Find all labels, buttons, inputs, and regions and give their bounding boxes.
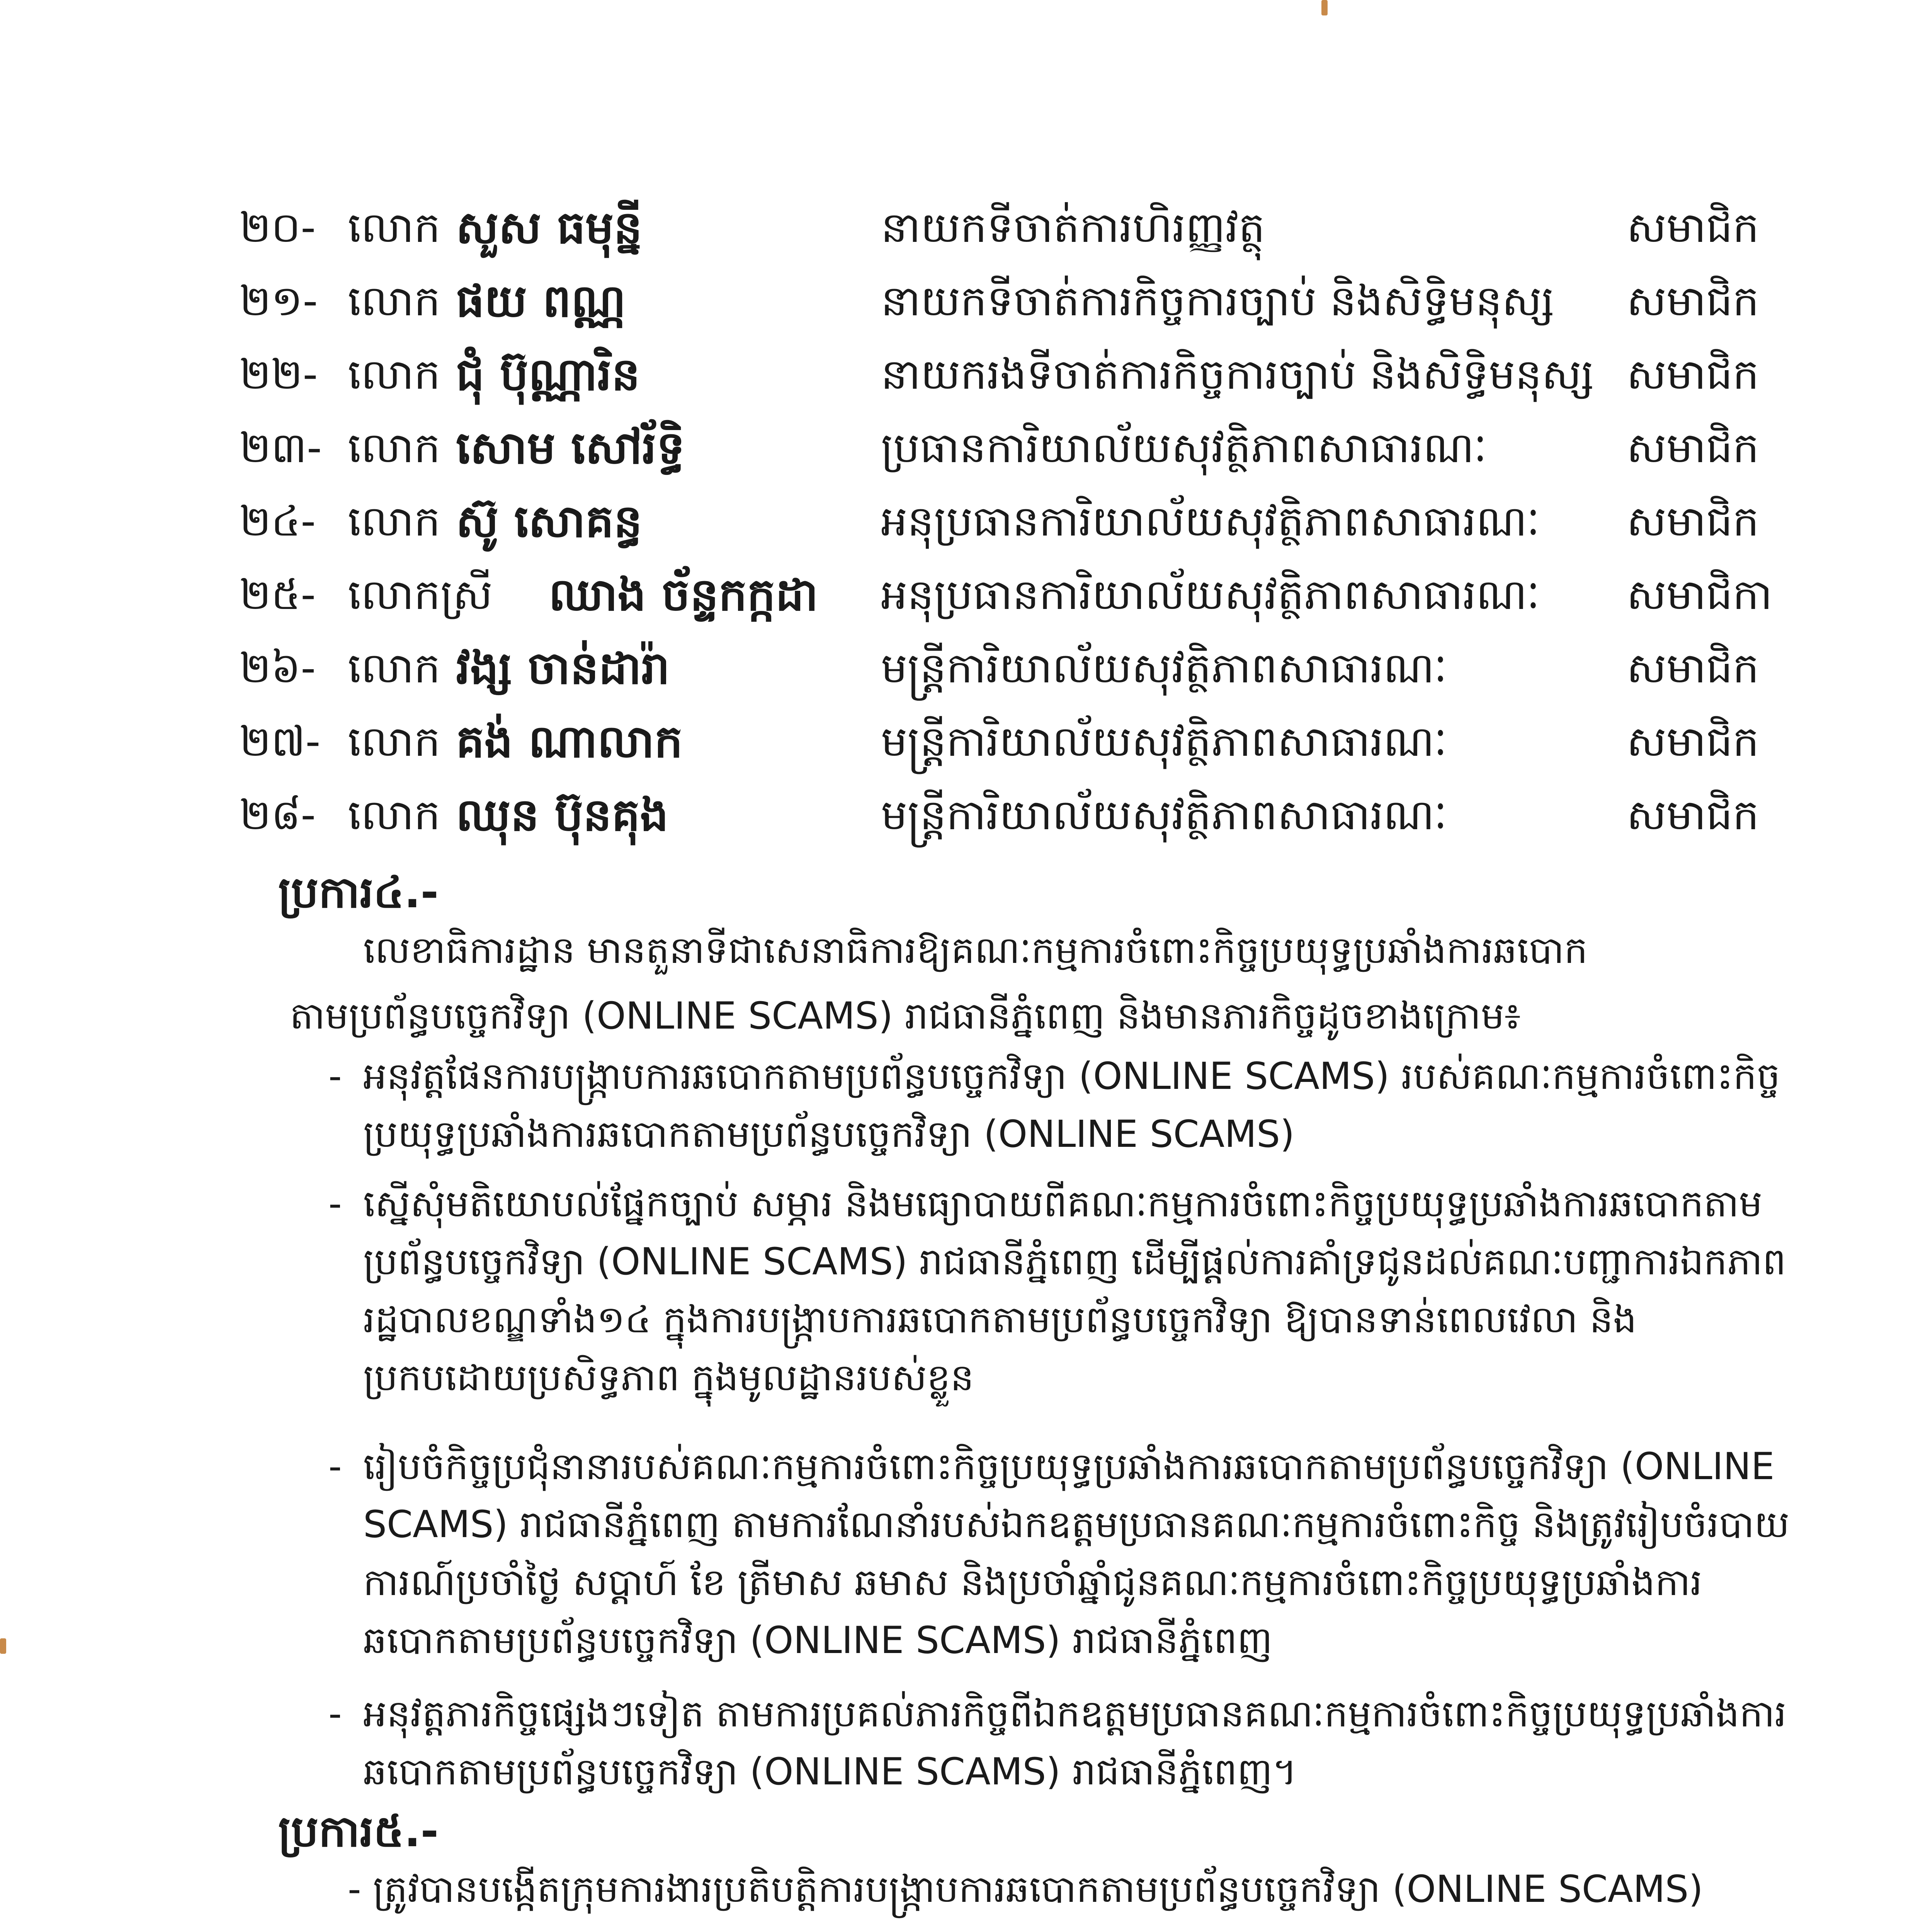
member-position: ប្រធានការិយាល័យសុវត្ថិភាពសាធារណៈ [881, 424, 1487, 472]
article-5-heading: ប្រការ៥.- [278, 1806, 439, 1857]
member-name: ឈាង ច័ន្ទកក្កដា [549, 569, 818, 621]
duty-text: អនុវត្តផែនការបង្ក្រាបការឆបោកតាមប្រព័ន្ធបច្ចេកវិទ្យា (ONLINE SCAMS) របស់គណៈកម្មការចំពោះកិច្ចប្រយុទ្ធប្រឆាំងការឆបោកតាមប្រព័ន្ធបច្ចេកវិទ្យា (ONLINE SCAMS) [363, 1054, 1780, 1156]
bullet-dash: - [328, 1692, 342, 1735]
edge-mark-top [1321, 0, 1328, 15]
bullet-dash: - [328, 1054, 342, 1098]
member-name: វង្ស ចាន់ដារ៉ា [456, 642, 670, 694]
member-name: សោម សៅរ័ទ្ធិ [456, 422, 685, 474]
member-number: ២១- [240, 277, 318, 325]
member-row [0, 705, 1906, 779]
member-role: សមាជិក [1627, 350, 1759, 399]
edge-mark-left [0, 1638, 6, 1654]
member-number: ២២- [240, 350, 318, 399]
member-title: លោក [348, 424, 440, 472]
member-role: សមាជិក [1627, 277, 1759, 325]
member-title: លោក [348, 718, 440, 766]
bullet-dash: - [328, 1445, 342, 1488]
member-number: ២៧- [240, 718, 321, 766]
article-4-duty-1 [328, 1047, 1793, 1163]
member-row [0, 779, 1906, 852]
member-role: សមាជិក [1627, 204, 1759, 252]
member-number: ២៣- [240, 424, 322, 472]
article-4-intro-line-2: តាមប្រព័ន្ធបច្ចេកវិទ្យា (ONLINE SCAMS) រាជធានីភ្នំពេញ និងមានភារកិច្ចដូចខាងក្រោម៖ [290, 994, 1521, 1037]
member-row [0, 558, 1906, 632]
member-number: ២៥- [240, 571, 316, 619]
member-position: មន្ត្រីការិយាល័យសុវត្ថិភាពសាធារណៈ [881, 791, 1447, 839]
article-5-intro-line-1: - ត្រូវបានបង្កើតក្រុមការងារប្រតិបត្តិការបង្ក្រាបការឆបោកតាមប្រព័ន្ធបច្ចេកវិទ្យា (ONLINE SCAMS) [348, 1867, 1703, 1911]
duty-text: អនុវត្តភារកិច្ចផ្សេងៗទៀត តាមការប្រគល់ភារកិច្ចពីឯកឧត្តមប្រធានគណៈកម្មការចំពោះកិច្ចប្រយុទ្ធប្រឆាំងការឆបោកតាមប្រព័ន្ធបច្ចេកវិទ្យា (ONLINE SCAMS) រាជធានីភ្នំពេញ។ [363, 1692, 1787, 1793]
member-number: ២០- [240, 204, 316, 252]
member-title: លោក [348, 277, 440, 325]
member-position: មន្ត្រីការិយាល័យសុវត្ថិភាពសាធារណៈ [881, 644, 1447, 692]
member-position: នាយករងទីចាត់ការកិច្ចការច្បាប់ និងសិទ្ធិមនុស្ស [881, 350, 1594, 399]
member-role: សមាជិកា [1627, 571, 1773, 619]
member-name: ផយ ពណ្ណ [456, 275, 626, 327]
member-row [0, 338, 1906, 412]
member-name: សួស ធមុន្នី [456, 202, 643, 254]
member-number: ២៦- [240, 644, 316, 692]
article-5-intro-line-2 [290, 1926, 1147, 1932]
bullet-dash: - [328, 1182, 342, 1225]
member-position: នាយកទីចាត់ការហិរញ្ញវត្ថុ [881, 204, 1265, 252]
member-row [0, 485, 1906, 558]
member-position: អនុប្រធានការិយាល័យសុវត្ថិភាពសាធារណៈ [881, 497, 1540, 546]
member-role: សមាជិក [1627, 497, 1759, 546]
article-4-intro-line-1: លេខាធិការដ្ឋាន មានតួនាទីជាសេនាធិការឱ្យគណៈកម្មការចំពោះកិច្ចប្រយុទ្ធប្រឆាំងការឆបោក [363, 929, 1588, 972]
member-title: លោកស្រី [348, 571, 493, 619]
member-number: ២៨- [240, 791, 316, 839]
article-4-heading: ប្រការ៤.- [278, 867, 439, 918]
duty-text: រៀបចំកិច្ចប្រជុំនានារបស់គណៈកម្មការចំពោះកិច្ចប្រយុទ្ធប្រឆាំងការឆបោកតាមប្រព័ន្ធបច្ចេកវិទ្យា (ONLINE SCAMS) រាជធានីភ្នំពេញ តាមការណែនាំរបស់ឯកឧត្តមប្រធានគណៈកម្មការចំពោះកិច្ច និងត្រូវរៀបចំរបាយការណ៍ប្រចាំថ្ងៃ សប្តាហ៍ ខែ ត្រីមាស ឆមាស និងប្រចាំឆ្នាំជូនគណៈកម្មការចំពោះកិច្ចប្រយុទ្ធប្រឆាំងការឆបោកតាមប្រព័ន្ធបច្ចេកវិទ្យា (ONLINE SCAMS) រាជធានីភ្នំពេញ [363, 1445, 1790, 1662]
member-name: ជុំ ប៊ុណ្ណារិន [456, 349, 640, 401]
article-4-duty-3 [328, 1437, 1793, 1669]
duty-text: ស្នើសុំមតិយោបល់ផ្នែកច្បាប់ សម្ភារ និងមធ្យោបាយពីគណៈកម្មការចំពោះកិច្ចប្រយុទ្ធប្រឆាំងការឆបោកតាមប្រព័ន្ធបច្ចេកវិទ្យា (ONLINE SCAMS) រាជធានីភ្នំពេញ ដើម្បីផ្តល់ការគាំទ្រជូនដល់គណៈបញ្ជាការឯកភាពរដ្ឋបាលខណ្ឌទាំង១៤ ក្នុងការបង្ក្រាបការឆបោកតាមប្រព័ន្ធបច្ចេកវិទ្យា ឱ្យបានទាន់ពេលវេលា និងប្រកបដោយប្រសិទ្ធភាព ក្នុងមូលដ្ឋានរបស់ខ្លួន [363, 1182, 1786, 1399]
member-row [0, 191, 1906, 265]
member-row [0, 265, 1906, 338]
member-position: អនុប្រធានការិយាល័យសុវត្ថិភាពសាធារណៈ [881, 571, 1540, 619]
member-name: ស៊ូ សោគន្ធ [456, 495, 643, 548]
member-name: គង់ ណាលាក [456, 716, 683, 768]
member-row [0, 412, 1906, 485]
member-title: លោក [348, 644, 440, 692]
member-title: លោក [348, 204, 440, 252]
member-title: លោក [348, 791, 440, 839]
member-role: សមាជិក [1627, 718, 1759, 766]
member-position: នាយកទីចាត់ការកិច្ចការច្បាប់ និងសិទ្ធិមនុស្ស [881, 277, 1554, 325]
member-title: លោក [348, 497, 440, 546]
member-row [0, 632, 1906, 705]
member-name: ឈុន ប៊ុនគុង [456, 789, 669, 841]
article-4-duty-2 [328, 1175, 1793, 1406]
member-number: ២៤- [240, 497, 316, 546]
article-4-duty-4 [328, 1685, 1793, 1801]
member-role: សមាជិក [1627, 791, 1759, 839]
member-role: សមាជិក [1627, 424, 1759, 472]
member-title: លោក [348, 350, 440, 399]
member-role: សមាជិក [1627, 644, 1759, 692]
member-position: មន្ត្រីការិយាល័យសុវត្ថិភាពសាធារណៈ [881, 718, 1447, 766]
